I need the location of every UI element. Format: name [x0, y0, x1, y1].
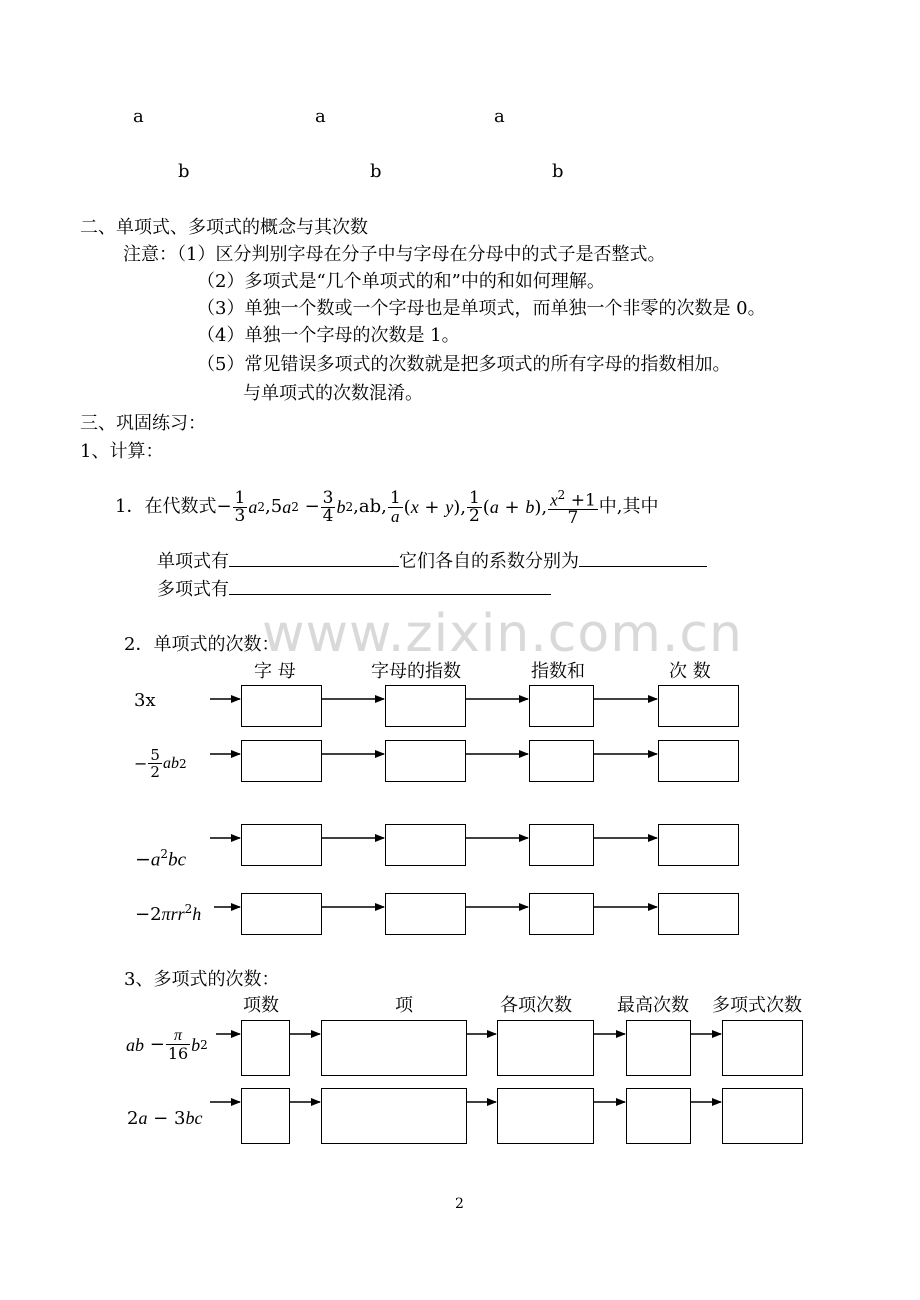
q3-row-ab-pi16b2: ab − $\frac{\pi}{16}$ b 2	[126, 1027, 208, 1063]
q2-title: 2．单项式的次数：	[124, 634, 280, 655]
q3-header-term-degrees: 各项次数	[500, 995, 572, 1016]
q3-header-count: 项数	[243, 995, 279, 1016]
q2-header-sum: 指数和	[531, 661, 585, 682]
q1-expressions: − $\frac{1}{3}$ a 2 ,5 a 2 − $\frac{3}{4}$ b 2 ,ab, $\frac{1}{a}$ (x + y), $\frac{1}{2}$ (a + b), $\frac{x^2 +1}{7}$	[216, 487, 596, 529]
note-6: 与单项式的次数混淆。	[243, 383, 423, 404]
q2-row-2pirr2h: −2πrr$^2$h	[135, 902, 202, 925]
q2-row-3x: 3x	[134, 690, 156, 711]
q2-header-letters: 字 母	[254, 661, 296, 682]
q3-header-poly-degree: 多项式次数	[712, 995, 802, 1016]
q3-header-terms: 项	[395, 995, 413, 1016]
note-4: （4）单独一个字母的次数是 1。	[197, 325, 460, 346]
label-b-3: b	[552, 161, 564, 182]
label-a-1: a	[133, 106, 144, 127]
label-b-1: b	[178, 161, 190, 182]
watermark: www.zixin.com.cn	[262, 604, 743, 664]
q3-title: 3、多项式的次数：	[124, 969, 280, 990]
section2-heading: 二、单项式、多项式的概念与其次数	[80, 217, 368, 238]
note-2: （2）多项式是“几个单项式的和”中的和如何理解。	[197, 271, 605, 292]
q1-tail: 中,其中	[598, 496, 659, 517]
note-1: 注意：（1）区分判别字母在分子中与字母在分母中的式子是否整式。	[123, 244, 666, 265]
q1-poly-label: 多项式有	[157, 579, 229, 600]
item1-heading: 1、计算：	[80, 441, 164, 462]
label-b-2: b	[370, 161, 382, 182]
label-a-2: a	[315, 106, 326, 127]
q2-header-exponents: 字母的指数	[371, 661, 461, 682]
note-5: （5）常见错误多项式的次数就是把多项式的所有字母的指数相加。	[197, 354, 731, 375]
label-a-3: a	[494, 106, 505, 127]
q2-row-a2bc: $-a^2bc$	[135, 847, 186, 871]
q2-row-5-2ab2: − $\frac{5}{2}$ ab 2	[134, 746, 187, 781]
q1-coef-label: 它们各自的系数分别为	[399, 551, 579, 572]
q3-row-2a-3bc: 2a − 3bc	[127, 1108, 203, 1129]
section3-heading: 三、巩固练习：	[80, 413, 206, 434]
q1-mono-label: 单项式有	[157, 551, 229, 572]
q3-header-highest: 最高次数	[617, 995, 689, 1016]
q2-header-degree: 次 数	[669, 661, 711, 682]
note-3: （3）单独一个数或一个字母也是单项式，而单独一个非零的次数是 0。	[197, 298, 766, 319]
page-number: 2	[455, 1196, 464, 1212]
q1-lead: 1．在代数式	[115, 496, 217, 517]
